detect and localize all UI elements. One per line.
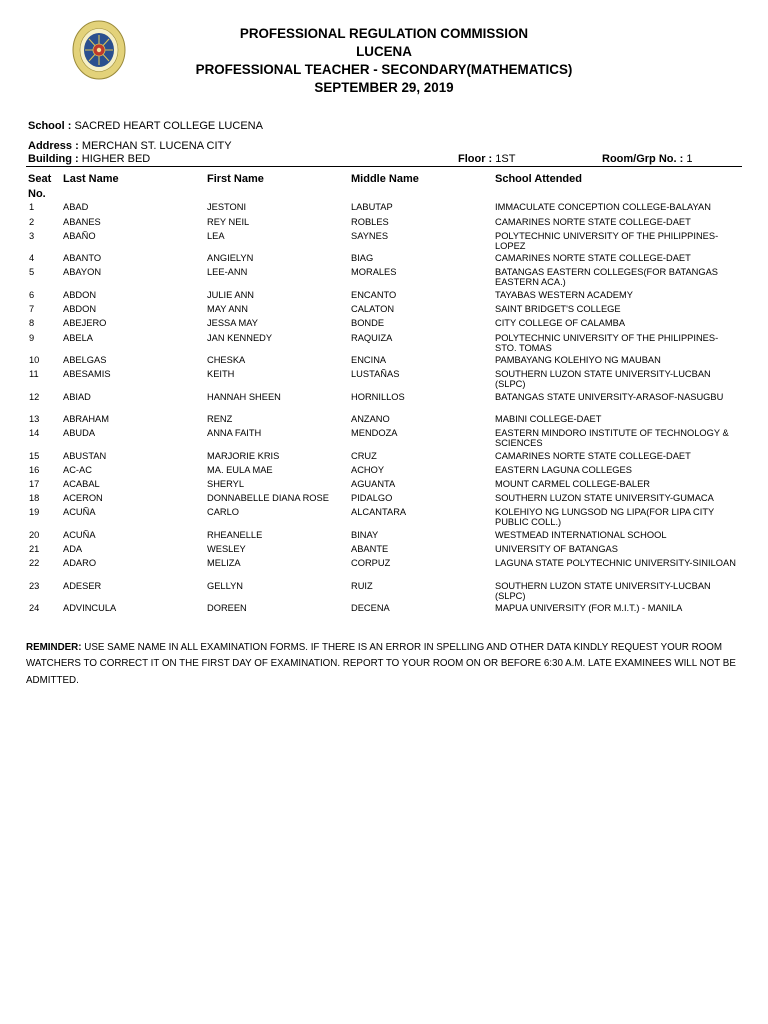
school-attended: MAPUA UNIVERSITY (FOR M.I.T.) - MANILA <box>495 603 683 613</box>
school-attended: CITY COLLEGE OF CALAMBA <box>495 318 626 328</box>
school-attended: UNIVERSITY OF BATANGAS <box>495 544 618 554</box>
middle-name: MORALES <box>351 267 397 277</box>
floor-label: Floor : <box>458 153 493 165</box>
school-attended: BATANGAS EASTERN COLLEGES(FOR BATANGAS EASTERN ACA.) <box>495 267 718 287</box>
seat-number: 1 <box>29 202 35 212</box>
first-name: MAY ANN <box>207 304 248 314</box>
school-attended: KOLEHIYO NG LUNGSOD NG LIPA(FOR LIPA CITY PUBLIC COLL.) <box>495 507 715 527</box>
middle-name: CALATON <box>351 304 395 314</box>
last-name: ACUÑA <box>63 530 96 540</box>
seat-number: 15 <box>29 451 40 461</box>
first-name: ANGIELYN <box>207 253 254 263</box>
last-name: ACUÑA <box>63 507 96 517</box>
col-header-school-attended: School Attended <box>495 173 582 185</box>
seat-number: 2 <box>29 217 35 227</box>
last-name: ABAYON <box>63 267 102 277</box>
first-name: GELLYN <box>207 581 243 591</box>
middle-name: RAQUIZA <box>351 333 393 343</box>
last-name: ABDON <box>63 290 97 300</box>
school-attended: SOUTHERN LUZON STATE UNIVERSITY-LUCBAN (SLPC) <box>495 581 711 601</box>
school-label: School : <box>28 120 72 132</box>
middle-name: BINAY <box>351 530 379 540</box>
school-attended: PAMBAYANG KOLEHIYO NG MAUBAN <box>495 355 661 365</box>
last-name: ADARO <box>63 558 97 568</box>
first-name: HANNAH SHEEN <box>207 392 281 402</box>
school-attended: EASTERN LAGUNA COLLEGES <box>495 465 632 475</box>
first-name: REY NEIL <box>207 217 250 227</box>
middle-name: LABUTAP <box>351 202 393 212</box>
seat-number: 20 <box>29 530 40 540</box>
middle-name: CORPUZ <box>351 558 391 568</box>
middle-name: LUSTAÑAS <box>351 369 400 379</box>
seat-number: 4 <box>29 253 35 263</box>
last-name: ADESER <box>63 581 102 591</box>
school-value: SACRED HEART COLLEGE LUCENA <box>74 120 263 132</box>
seat-number: 21 <box>29 544 40 554</box>
last-name: ABIAD <box>63 392 91 402</box>
school-attended: CAMARINES NORTE STATE COLLEGE-DAET <box>495 253 691 263</box>
col-header-seat-no: No. <box>28 188 46 200</box>
first-name: MA. EULA MAE <box>207 465 273 475</box>
school-attended: SOUTHERN LUZON STATE UNIVERSITY-GUMACA <box>495 493 714 503</box>
exam-title: PROFESSIONAL TEACHER - SECONDARY(MATHEMATICS) <box>195 62 573 77</box>
last-name: AC-AC <box>63 465 92 475</box>
seat-number: 17 <box>29 479 40 489</box>
school-attended: SAINT BRIDGET'S COLLEGE <box>495 304 621 314</box>
last-name: ACERON <box>63 493 103 503</box>
col-header-seat: Seat <box>28 173 52 185</box>
first-name: KEITH <box>207 369 235 379</box>
middle-name: ACHOY <box>351 465 385 475</box>
seat-number: 16 <box>29 465 40 475</box>
first-name: MARJORIE KRIS <box>207 451 280 461</box>
middle-name: AGUANTA <box>351 479 396 489</box>
last-name: ABRAHAM <box>63 414 109 424</box>
school-attended: CAMARINES NORTE STATE COLLEGE-DAET <box>495 451 691 461</box>
school-attended: BATANGAS STATE UNIVERSITY-ARASOF-NASUGBU <box>495 392 724 402</box>
school-attended: LAGUNA STATE POLYTECHNIC UNIVERSITY-SINILOAN <box>495 558 736 568</box>
first-name: JESSA MAY <box>207 318 258 328</box>
middle-name: ROBLES <box>351 217 389 227</box>
middle-name: ABANTE <box>351 544 389 554</box>
middle-name: BONDE <box>351 318 385 328</box>
seat-number: 13 <box>29 414 40 424</box>
first-name: CHESKA <box>207 355 246 365</box>
first-name: LEE-ANN <box>207 267 248 277</box>
last-name: ABUSTAN <box>63 451 107 461</box>
first-name: MELIZA <box>207 558 241 568</box>
room-label: Room/Grp No. : <box>602 153 684 165</box>
school-attended: IMMACULATE CONCEPTION COLLEGE-BALAYAN <box>495 202 711 212</box>
building-label: Building : <box>28 153 79 165</box>
middle-name: DECENA <box>351 603 390 613</box>
seat-number: 14 <box>29 428 40 438</box>
school-attended: POLYTECHNIC UNIVERSITY OF THE PHILIPPINES-LOPEZ <box>495 231 719 251</box>
address-label: Address : <box>28 140 79 152</box>
seat-number: 8 <box>29 318 35 328</box>
last-name: ADA <box>63 544 83 554</box>
address-value: MERCHAN ST. LUCENA CITY <box>81 140 232 152</box>
first-name: LEA <box>207 231 225 241</box>
seat-number: 22 <box>29 558 40 568</box>
last-name: ABESAMIS <box>63 369 111 379</box>
reminder-label: REMINDER: <box>26 642 82 653</box>
middle-name: BIAG <box>351 253 374 263</box>
last-name: ABEJERO <box>63 318 107 328</box>
seat-number: 23 <box>29 581 40 591</box>
last-name: ADVINCULA <box>63 603 117 613</box>
seat-number: 10 <box>29 355 40 365</box>
last-name: ABELA <box>63 333 93 343</box>
school-attended: EASTERN MINDORO INSTITUTE OF TECHNOLOGY & SCIENCES <box>495 428 729 448</box>
building-value: HIGHER BED <box>81 153 151 165</box>
seat-number: 12 <box>29 392 40 402</box>
seat-number: 18 <box>29 493 40 503</box>
middle-name: RUIZ <box>351 581 373 591</box>
seat-number: 19 <box>29 507 40 517</box>
office-location: LUCENA <box>356 44 412 59</box>
school-attended: TAYABAS WESTERN ACADEMY <box>495 290 633 300</box>
floor-info <box>458 153 515 165</box>
middle-name: CRUZ <box>351 451 377 461</box>
exam-date: SEPTEMBER 29, 2019 <box>314 80 454 95</box>
first-name: JULIE ANN <box>207 290 255 300</box>
seat-number: 6 <box>29 290 35 300</box>
first-name: RHEANELLE <box>207 530 263 540</box>
room-value: 1 <box>686 153 693 165</box>
school-attended: CAMARINES NORTE STATE COLLEGE-DAET <box>495 217 691 227</box>
first-name: ANNA FAITH <box>207 428 262 438</box>
last-name: ABANTO <box>63 253 102 263</box>
room-info <box>602 153 692 165</box>
school-attended: POLYTECHNIC UNIVERSITY OF THE PHILIPPINES-STO. TOMAS <box>495 333 719 353</box>
seat-number: 24 <box>29 603 40 613</box>
reminder-note <box>26 640 738 689</box>
middle-name: SAYNES <box>351 231 389 241</box>
col-header-last-name: Last Name <box>63 173 119 185</box>
address-info <box>28 140 232 152</box>
last-name: ABELGAS <box>63 355 107 365</box>
school-attended: WESTMEAD INTERNATIONAL SCHOOL <box>495 530 667 540</box>
building-info <box>28 153 150 165</box>
school-attended: MABINI COLLEGE-DAET <box>495 414 602 424</box>
middle-name: ALCANTARA <box>351 507 407 517</box>
last-name: ABUDA <box>63 428 96 438</box>
first-name: RENZ <box>207 414 233 424</box>
middle-name: ENCANTO <box>351 290 397 300</box>
seat-number: 7 <box>29 304 35 314</box>
first-name: DOREEN <box>207 603 247 613</box>
last-name: ABAD <box>63 202 89 212</box>
col-header-first-name: First Name <box>207 173 264 185</box>
school-attended: MOUNT CARMEL COLLEGE-BALER <box>495 479 650 489</box>
reminder-text: USE SAME NAME IN ALL EXAMINATION FORMS. IF THERE IS AN ERROR IN SPELLING AND OTHER DATA KINDLY REQUEST YOUR ROOM WATCHERS TO CORRECT IT ON THE FIRST DAY OF EXAMINATION. REPORT TO YOUR ROOM ON OR BEFORE 6:30 A.M. LATE EXAMINEES WILL NOT BE ADMITTED. <box>26 642 736 686</box>
last-name: ABDON <box>63 304 97 314</box>
middle-name: MENDOZA <box>351 428 398 438</box>
seat-number: 11 <box>29 369 39 379</box>
first-name: JAN KENNEDY <box>207 333 273 343</box>
seat-number: 5 <box>29 267 35 277</box>
first-name: SHERYL <box>207 479 245 489</box>
school-info <box>28 120 263 132</box>
middle-name: HORNILLOS <box>351 392 405 402</box>
col-header-middle-name: Middle Name <box>351 173 419 185</box>
school-attended: SOUTHERN LUZON STATE UNIVERSITY-LUCBAN (SLPC) <box>495 369 711 389</box>
last-name: ABANES <box>63 217 101 227</box>
middle-name: ENCINA <box>351 355 387 365</box>
seat-number: 3 <box>29 231 35 241</box>
first-name: JESTONI <box>207 202 247 212</box>
commission-title: PROFESSIONAL REGULATION COMMISSION <box>239 26 529 41</box>
first-name: CARLO <box>207 507 240 517</box>
last-name: ACABAL <box>63 479 100 489</box>
middle-name: PIDALGO <box>351 493 393 503</box>
floor-value: 1ST <box>495 153 516 165</box>
document-header <box>0 25 768 97</box>
last-name: ABAÑO <box>63 231 96 241</box>
seat-number: 9 <box>29 333 35 343</box>
header-divider <box>26 166 742 167</box>
first-name: WESLEY <box>207 544 246 554</box>
middle-name: ANZANO <box>351 414 390 424</box>
first-name: DONNABELLE DIANA ROSE <box>207 493 329 503</box>
